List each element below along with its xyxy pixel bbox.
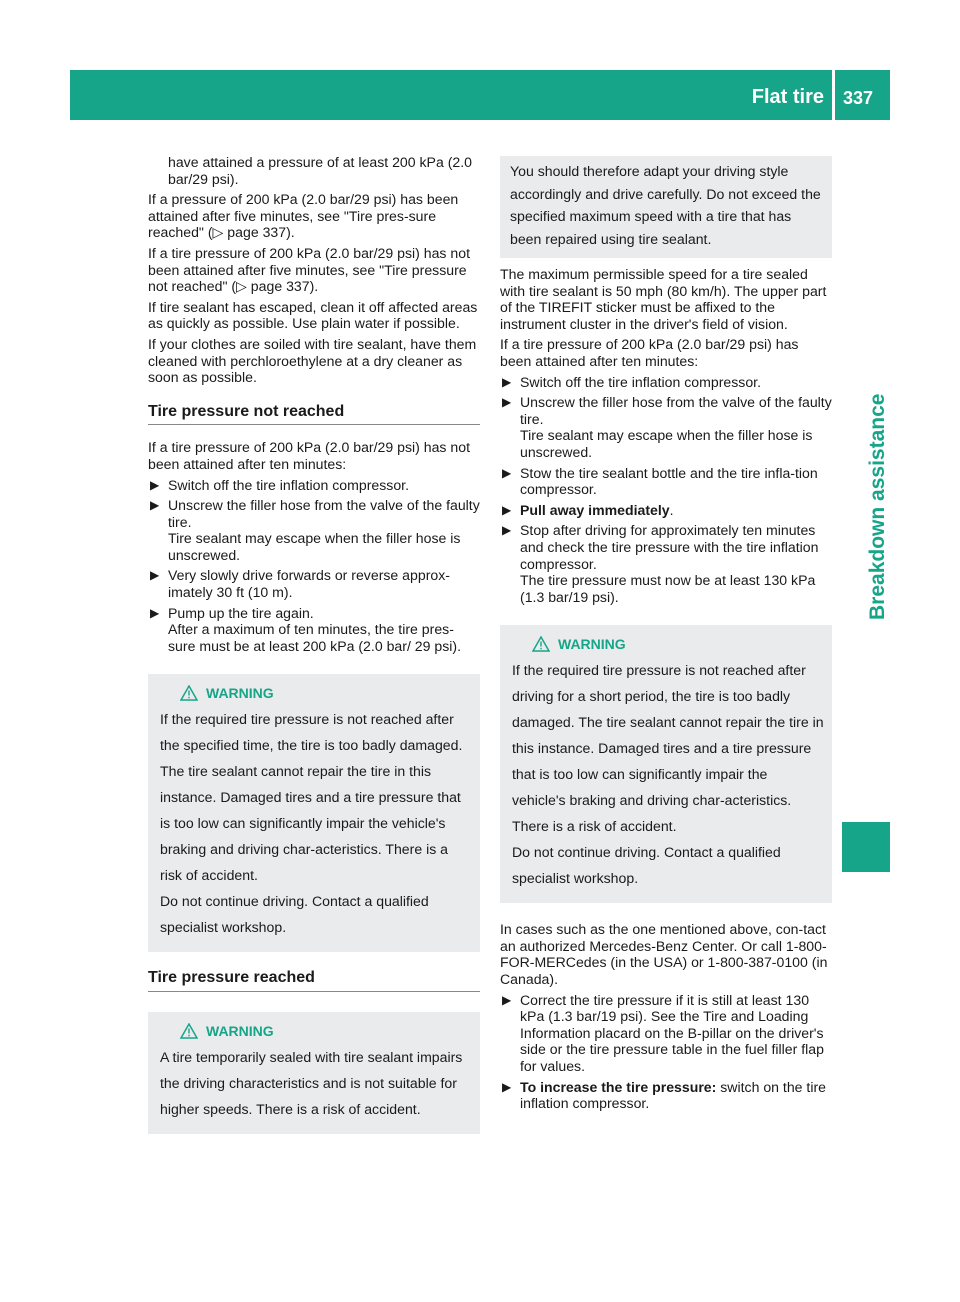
- arrow-right-icon: ▶: [150, 605, 160, 620]
- step-result: Tire sealant may escape when the filler hose is unscrewed.: [168, 530, 461, 563]
- step-item: [500, 394, 832, 460]
- right-column: [500, 156, 832, 1116]
- warning-label: WARNING: [206, 1023, 274, 1040]
- warning-label: WARNING: [558, 636, 626, 653]
- step-text: Pump up the tire again.: [168, 604, 314, 621]
- warning-heading: [180, 1022, 472, 1040]
- warning-text: Do not continue driving. Contact a qualified specialist workshop.: [160, 893, 429, 936]
- paragraph: If a tire pressure of 200 kPa (2.0 bar/29 psi) has not been attained after ten minutes:: [148, 439, 470, 472]
- step-item: [148, 477, 480, 494]
- warning-text: A tire temporarily sealed with tire sealant impairs the driving characteristics and is not suitable for higher speeds. There is a risk of accident.: [160, 1049, 463, 1118]
- step-text: Stop after driving for approximately ten minutes and check the tire pressure with the tire inflation compressor.: [520, 522, 819, 572]
- page-number: 337: [843, 88, 874, 108]
- arrow-right-icon: ▶: [502, 374, 512, 389]
- paragraph: have attained a pressure of at least 200 kPa (2.0 bar/29 psi).: [168, 154, 472, 187]
- step-item: [500, 502, 832, 519]
- arrow-right-icon: ▶: [502, 992, 512, 1007]
- step-item: [500, 374, 832, 391]
- warning-text: Do not continue driving. Contact a qualified specialist workshop.: [512, 844, 781, 887]
- step-item: [500, 522, 832, 605]
- step-result: After a maximum of ten minutes, the tire pres-sure must be at least 200 kPa (2.0 bar/ 29 psi).: [168, 621, 461, 654]
- paragraph: If a pressure of 200 kPa (2.0 bar/29 psi) has been attained after five minutes, see "Tire pres-sure reached" (▷ page 337).: [148, 191, 459, 241]
- note-box: [500, 156, 832, 258]
- warning-label: WARNING: [206, 685, 274, 702]
- step-result: The tire pressure must now be at least 130 kPa (1.3 bar/19 psi).: [520, 572, 816, 605]
- step-text: switch on the tire inflation compressor.: [520, 1078, 827, 1112]
- paragraph: If your clothes are soiled with tire sealant, have them cleaned with perchloroethylene at a dry cleaner as soon as possible.: [148, 335, 477, 386]
- warning-triangle-icon: [180, 685, 198, 701]
- warning-text: If the required tire pressure is not reached after the specified time, the tire is too badly damaged. The tire sealant cannot repair the tire in this instance. Damaged tires and a tire pressure that is too low can significantly impair the vehicle's braking and driving char-acteristics. There is a risk of accident.: [160, 711, 463, 884]
- step-text: Pull away immediately: [520, 501, 670, 518]
- step-result: Tire sealant may escape when the filler hose is unscrewed.: [520, 427, 813, 460]
- step-text-end: .: [669, 501, 674, 518]
- step-text: Stow the tire sealant bottle and the tire infla-tion compressor.: [520, 464, 818, 498]
- paragraph: If a tire pressure of 200 kPa (2.0 bar/29 psi) has been attained after ten minutes:: [500, 336, 799, 369]
- warning-box: [148, 1012, 480, 1134]
- arrow-right-icon: ▶: [150, 568, 160, 583]
- step-item: [148, 567, 480, 600]
- arrow-right-icon: ▶: [150, 477, 160, 492]
- arrow-right-icon: ▶: [502, 395, 512, 410]
- step-item: [148, 605, 480, 655]
- paragraph: In cases such as the one mentioned above, con-tact an authorized Mercedes-Benz Center. Or call 1-800-FOR-MERCedes (in the USA) or 1-800-387-0100 (in Canada).: [500, 921, 828, 988]
- section-title-not-reached: Tire pressure not reached: [148, 404, 480, 426]
- step-text: Very slowly drive forwards or reverse approx-imately 30 ft (10 m).: [168, 567, 450, 601]
- step-item: [500, 1079, 832, 1112]
- paragraph: The maximum permissible speed for a tire sealed with tire sealant is 50 mph (80 km/h). The upper part of the TIREFIT sticker must be affixed to the instrument cluster in the driver's field of vision.: [500, 266, 827, 332]
- warning-box: [148, 674, 480, 952]
- step-text: Switch off the tire inflation compressor.: [168, 476, 410, 493]
- side-tab-label: Breakdown assistance: [866, 393, 889, 620]
- warning-triangle-icon: [180, 1023, 198, 1039]
- warning-box: [500, 625, 832, 903]
- note-text: You should therefore adapt your driving style accordingly and drive carefully. Do not exceed the specified maximum speed with a tire that has been repaired using tire sealant.: [510, 163, 821, 247]
- arrow-right-icon: ▶: [502, 1079, 512, 1094]
- step-item: [500, 992, 832, 1075]
- arrow-right-icon: ▶: [502, 523, 512, 538]
- arrow-right-icon: ▶: [502, 502, 512, 517]
- warning-heading: [180, 684, 472, 702]
- warning-heading: [532, 635, 824, 653]
- paragraph: If a tire pressure of 200 kPa (2.0 bar/29 psi) has not been attained after five minutes, see "Tire pressure not reached" (▷ page 337).: [148, 244, 470, 295]
- warning-text: If the required tire pressure is not reached after driving for a short period, the tire is too badly damaged. The tire sealant cannot repair the tire in this instance. Damaged tires and a tire pressure that is too low can significantly impair the vehicle's braking and driving char-acteristics. There is a risk of accident.: [512, 662, 824, 835]
- header-divider: [832, 70, 835, 120]
- warning-triangle-icon: [532, 636, 550, 652]
- arrow-right-icon: ▶: [150, 498, 160, 513]
- page-title: Flat tire: [751, 86, 824, 108]
- section-title-reached: Tire pressure reached: [148, 970, 480, 992]
- step-item: [148, 497, 480, 563]
- arrow-right-icon: ▶: [502, 465, 512, 480]
- step-text: Switch off the tire inflation compressor.: [520, 373, 762, 390]
- step-label: To increase the tire pressure:: [520, 1078, 717, 1095]
- paragraph: If tire sealant has escaped, clean it off affected areas as quickly as possible. Use plain water if possible.: [148, 298, 478, 332]
- step-text: Unscrew the filler hose from the valve of the faulty tire.: [168, 497, 480, 530]
- side-tab-marker: [842, 822, 890, 872]
- left-column: [148, 154, 480, 1152]
- step-item: [500, 465, 832, 498]
- step-text: Correct the tire pressure if it is still at least 130 kPa (1.3 bar/19 psi). See the Tire and Loading Information placard on the B-pillar on the driver's side or the tire pressure table in the fuel filler flap for values.: [520, 991, 824, 1075]
- step-text: Unscrew the filler hose from the valve of the faulty tire.: [520, 394, 832, 427]
